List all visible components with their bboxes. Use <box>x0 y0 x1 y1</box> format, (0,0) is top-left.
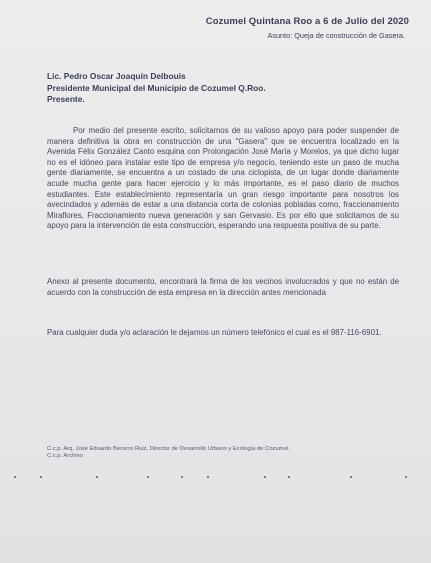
place-date: Cozumel Quintana Roo a 6 de Julio del 2020 <box>205 16 409 27</box>
dot-mark <box>147 476 149 478</box>
paragraph-request: Por medio del presente escrito, solicitamos de su valioso apoyo para poder suspender de manera definitiva la obra en construcción de una "Gasera" que se encuentra localizado en la Avenida Félix González Canto esquina con Prolongación José María y Morelos, ya que dicho lugar no es el idóneo para instalar este tipo de empresa y/o negocio, teniendo este un paso de mucha gente diariamente, se encuentra a un costado de una ciclopista, de un lugar donde diariamente acude mucha gente para hacer ejercicio y lo más importante, es el paso diario de muchos estudiantes. Este establecimiento representaría un gran riesgo importante para nosotros los avecindados y además de estar a una distancia corta de colonias pobladas como, fraccionamiento Miraflores, Fraccionamiento nueva generación y san Gervasio. Es por ello que solicitamos de su apoyo para la intervención de esta construcción, esperando una respuesta positiva de su parte. <box>47 126 399 231</box>
recipient-title: Presidente Municipal del Municipio de Cozumel Q.Roo. <box>47 82 266 93</box>
carbon-copy-block <box>47 446 290 460</box>
dot-mark <box>350 476 352 478</box>
paragraph-contact: Para cualquier duda y/o aclaración le dejamos un número telefónico el cual es el 987-116-6901. <box>47 328 382 337</box>
dot-mark <box>264 476 266 478</box>
cc-line-director: C.c.p. Arq. José Eduardo Becerro Ruiz, Director de Desarrollo Urbano y Ecología de Cozumel. <box>47 446 290 452</box>
signature-dots-row <box>0 474 431 484</box>
dot-mark <box>288 476 290 478</box>
dot-mark <box>207 476 209 478</box>
cc-line-archive: C.c.p. Archivo <box>47 453 83 460</box>
dot-mark <box>14 476 16 478</box>
paragraph-annex: Anexo al presente documento, encontrará la firma de los vecinos involucrados y que no están de acuerdo con la construcción de esta empresa en la dirección antes mencionada <box>47 277 399 297</box>
recipient-block <box>47 71 266 106</box>
dot-mark <box>40 476 42 478</box>
dot-mark <box>405 476 407 478</box>
recipient-greeting: Presente. <box>47 94 85 104</box>
dot-mark <box>181 476 183 478</box>
recipient-name: Lic. Pedro Oscar Joaquín Delbouis <box>47 71 186 81</box>
subject-line: Asunto: Queja de construcción de Gasera. <box>267 31 405 40</box>
dot-mark <box>96 476 98 478</box>
